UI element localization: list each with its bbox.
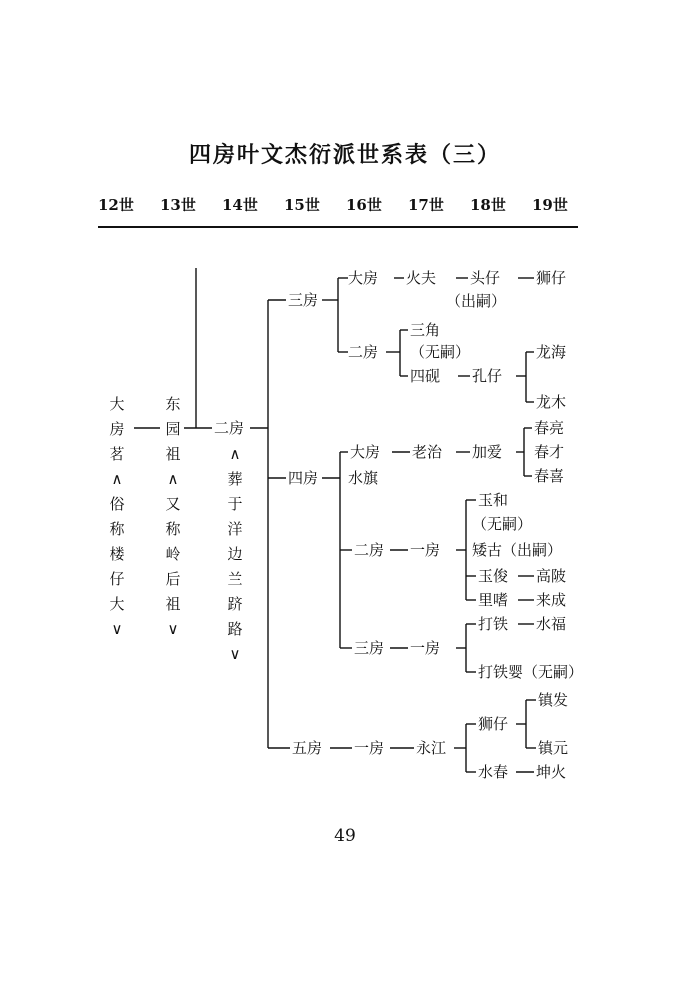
node-a3c2: 水春 bbox=[478, 763, 509, 781]
gen-label-13: 13世 bbox=[160, 196, 196, 214]
node-a2-2b4c: 来成 bbox=[536, 591, 567, 609]
node-a1-2d1: 龙海 bbox=[536, 343, 567, 361]
node-a1-1b: 头仔 bbox=[470, 269, 501, 287]
gen-label-12: 12世 bbox=[98, 196, 134, 214]
gen-label-17: 17世 bbox=[408, 196, 444, 214]
node-a1-2a: 三角 bbox=[410, 321, 441, 339]
node-a1-2b: 四砚 bbox=[410, 367, 441, 385]
node-a2-2b1: 玉和 bbox=[478, 491, 509, 509]
gen13-ancestor: 东园祖∧又称岭后祖∨ bbox=[165, 395, 181, 638]
node-a2-2b2: 矮古（出嗣） bbox=[472, 541, 563, 559]
page-title: 四房叶文杰衍派世系表（三） bbox=[188, 142, 501, 168]
node-a1-2c: 孔仔 bbox=[472, 367, 503, 385]
node-a3a: 一房 bbox=[354, 739, 385, 757]
node-a2-1c3: 春喜 bbox=[534, 467, 565, 485]
node-a3b: 永江 bbox=[416, 739, 447, 757]
gen-label-14: 14世 bbox=[222, 196, 258, 214]
node-a2-3b1c: 水福 bbox=[536, 615, 567, 633]
node-a2-3b1: 打铁 bbox=[478, 615, 509, 633]
node-a3c1d2: 镇元 bbox=[538, 739, 569, 757]
node-a2-1: 大房 bbox=[350, 443, 381, 461]
node-a1-1-note: （出嗣） bbox=[446, 292, 507, 310]
gen-label-15: 15世 bbox=[284, 196, 320, 214]
node-a3: 五房 bbox=[292, 739, 323, 757]
node-a1-2d2: 龙木 bbox=[536, 393, 567, 411]
node-a2: 四房 bbox=[288, 469, 319, 487]
node-a2-1a: 老治 bbox=[412, 443, 443, 461]
node-a1-2: 二房 bbox=[348, 343, 379, 361]
node-a1-2a-note: （无嗣） bbox=[410, 343, 471, 361]
gen-label-16: 16世 bbox=[346, 196, 382, 214]
node-a2-2b1-note: （无嗣） bbox=[472, 515, 533, 533]
node-a2-2: 二房 bbox=[354, 541, 385, 559]
node-a2-2b3: 玉俊 bbox=[478, 567, 509, 585]
node-a2-1c2: 春才 bbox=[534, 443, 565, 461]
node-a1: 三房 bbox=[288, 291, 319, 309]
node-a2-2a: 一房 bbox=[410, 541, 441, 559]
node-a3c2d: 坤火 bbox=[536, 763, 567, 781]
node-a2-1b: 加爱 bbox=[472, 443, 503, 461]
node-a2-1c1: 春亮 bbox=[534, 419, 565, 437]
node-a1-1c: 狮仔 bbox=[536, 269, 567, 287]
gen-label-18: 18世 bbox=[470, 196, 506, 214]
node-a3c1d1: 镇发 bbox=[538, 691, 569, 709]
page-number: 49 bbox=[334, 826, 356, 846]
node-a3c1: 狮仔 bbox=[478, 715, 509, 733]
node-a2-3: 三房 bbox=[354, 639, 385, 657]
gen14-note: ∧葬于洋边兰跻路∨ bbox=[227, 445, 243, 663]
gen14-label: 二房 bbox=[214, 419, 245, 437]
node-a2-2b4: 里嗜 bbox=[478, 591, 509, 609]
node-a1-1a: 火夫 bbox=[406, 269, 437, 287]
node-a2-2b3c: 高陂 bbox=[536, 567, 567, 585]
node-a1-1: 大房 bbox=[348, 269, 379, 287]
node-a2-sub: 水旗 bbox=[348, 469, 379, 487]
gen12-ancestor: 大房茗∧俗称楼仔大∨ bbox=[109, 395, 125, 638]
node-a2-3a: 一房 bbox=[410, 639, 441, 657]
node-a2-3b2: 打铁婴（无嗣） bbox=[478, 663, 584, 681]
gen-label-19: 19世 bbox=[532, 196, 568, 214]
